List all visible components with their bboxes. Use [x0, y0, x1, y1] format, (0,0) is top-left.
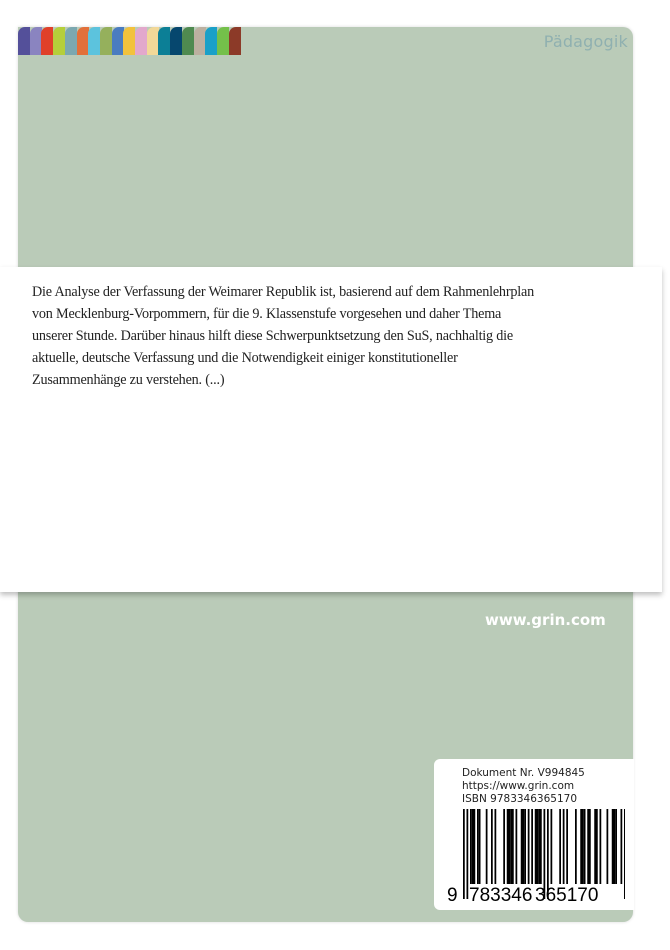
publisher-url: https://www.grin.com: [462, 780, 575, 792]
color-stripe: [182, 27, 194, 55]
barcode-bar: [486, 809, 488, 884]
isbn-label: ISBN 9783346365170: [462, 793, 578, 805]
color-stripe: [217, 27, 229, 55]
barcode-bar: [563, 809, 565, 884]
barcode-bar: [582, 809, 584, 884]
barcode-bar: [607, 809, 609, 884]
color-stripe: [170, 27, 182, 55]
barcode-bar: [491, 809, 493, 884]
color-stripe: [30, 27, 42, 55]
barcode-bar: [587, 809, 589, 884]
barcode-bar: [521, 809, 523, 884]
color-stripe: [77, 27, 89, 55]
isbn-box: [434, 759, 634, 910]
color-stripes: [18, 27, 240, 55]
color-stripe: [65, 27, 77, 55]
barcode-bar: [535, 809, 537, 884]
barcode-bar: [479, 809, 481, 884]
barcode-bar: [510, 809, 512, 884]
color-stripe: [205, 27, 217, 55]
color-stripe: [158, 27, 170, 55]
blurb-band: [0, 267, 662, 592]
barcode-bar: [463, 809, 465, 899]
barcode-bar: [624, 809, 625, 899]
barcode-bar: [589, 809, 591, 884]
barcode-bar: [559, 809, 561, 884]
blurb-text: [32, 281, 534, 391]
barcode-bar: [516, 809, 518, 884]
blurb-line: von Mecklenburg-Vorpommern, für die 9. Klassenstufe vorgesehen und daher Thema: [32, 306, 502, 322]
barcode-bar: [584, 809, 586, 884]
barcode-bar: [615, 809, 617, 884]
barcode-bar: [503, 809, 505, 884]
color-stripe: [147, 27, 159, 55]
blurb-line: Die Analyse der Verfassung der Weimarer Republik ist, basierend auf dem Rahmenlehrplan: [32, 284, 534, 300]
barcode-bar: [531, 809, 533, 884]
category-label: Pädagogik: [543, 32, 628, 51]
color-stripe: [123, 27, 135, 55]
barcode-bar: [470, 809, 472, 884]
barcode-digit-first: 9: [447, 885, 458, 904]
barcode-bar: [596, 809, 598, 884]
color-stripe: [53, 27, 65, 55]
barcode-bar: [594, 809, 596, 884]
blurb-line: Zusammenhänge zu verstehen. (...): [32, 372, 225, 388]
barcode-bar: [614, 809, 616, 884]
blurb-line: aktuelle, deutsche Verfassung und die Notwendigkeit einiger konstitutioneller: [32, 350, 458, 366]
barcode-bar: [495, 809, 497, 884]
barcode-bar: [467, 809, 469, 899]
barcode-bar: [537, 809, 539, 884]
barcode: [445, 809, 625, 904]
barcode-bar: [600, 809, 602, 884]
color-stripe: [135, 27, 147, 55]
barcode-bar: [580, 809, 582, 884]
color-stripe: [41, 27, 53, 55]
document-number: Dokument Nr. V994845: [462, 767, 585, 779]
barcode-bar: [507, 809, 509, 884]
barcode-bar: [528, 809, 530, 884]
barcode-bar: [566, 809, 568, 884]
barcode-bar: [524, 809, 526, 884]
barcode-bar: [474, 809, 476, 884]
color-stripe: [194, 27, 206, 55]
publisher-website: www.grin.com: [485, 611, 606, 629]
color-stripe: [18, 27, 30, 55]
blurb-line: unserer Stunde. Darüber hinaus hilft diese Schwerpunktsetzung den SuS, nachhaltig die: [32, 328, 514, 344]
color-stripe: [88, 27, 100, 55]
color-stripe: [100, 27, 112, 55]
barcode-bar: [621, 809, 623, 884]
barcode-bar: [477, 809, 479, 884]
barcode-bar: [512, 809, 514, 884]
barcode-bar: [523, 809, 525, 884]
barcode-digits-right: 365170: [535, 885, 599, 904]
barcode-bar: [612, 809, 614, 884]
barcode-bar: [540, 809, 542, 884]
color-stripe: [112, 27, 124, 55]
barcode-digits-left: 783346: [469, 885, 533, 904]
color-stripe: [229, 27, 241, 55]
barcode-bar: [538, 809, 540, 884]
barcode-bar: [472, 809, 474, 884]
barcode-bar: [509, 809, 511, 884]
barcode-bar: [575, 809, 577, 884]
barcode-bar: [551, 809, 553, 884]
